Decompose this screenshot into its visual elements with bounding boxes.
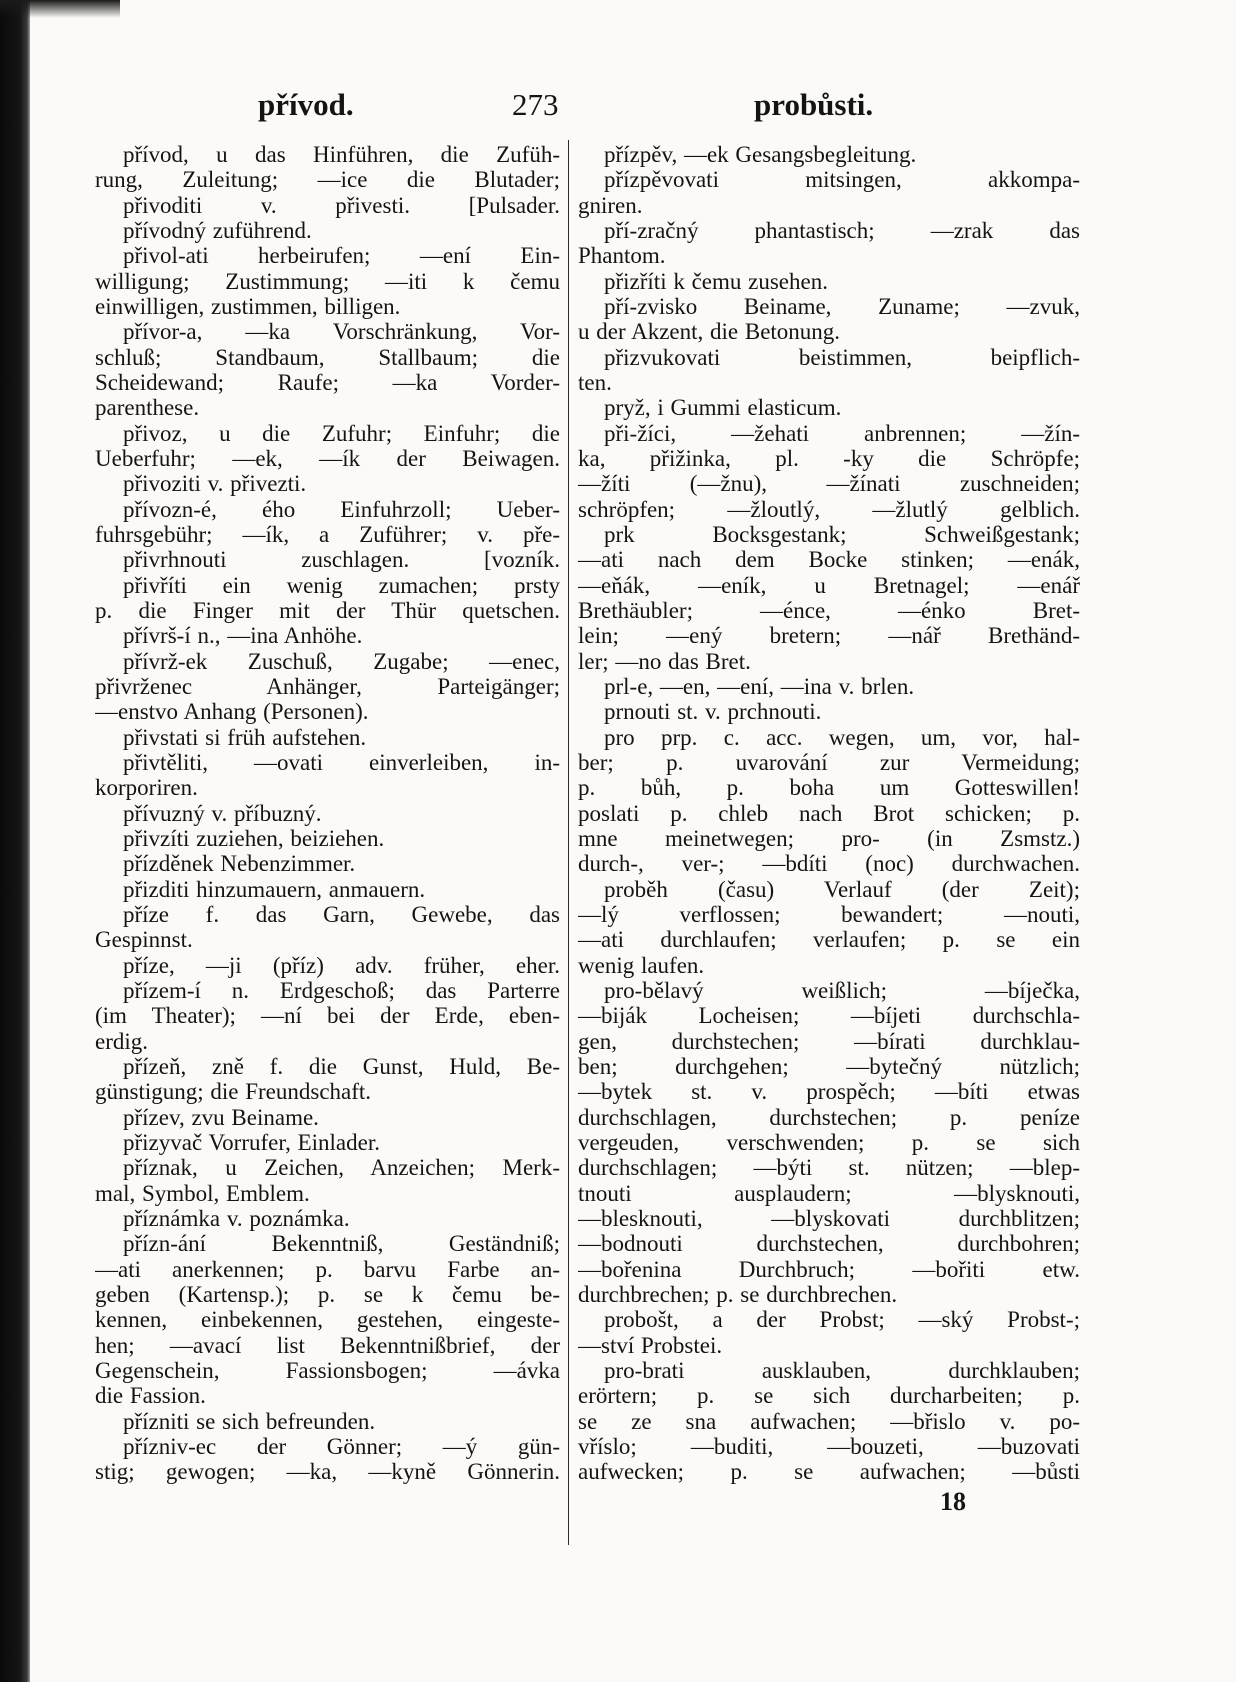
left-column-line: přivstati si früh aufstehen. [123,724,367,750]
left-column-line: přízev, zvu Beiname. [123,1104,319,1130]
right-column-line: pří-zračný phantastisch; —zrak das [604,218,1080,243]
right-column-line: prl-e, —en, —ení, —ina v. brlen. [604,673,915,699]
right-column-line: p. bůh, p. boha um Gotteswillen! [578,775,1080,801]
right-column-line: pro prp. c. acc. wegen, um, vor, hal- [604,724,1080,750]
left-column-line: přívor-a, —ka Vorschränkung, Vor- [123,319,560,345]
right-column-line: mne meinetwegen; pro- (in Zsmstz.) [578,825,1080,851]
right-column-line: durchbrechen; p. se durchbrechen. [578,1281,898,1307]
left-column-line: přívuzný v. příbuzný. [123,800,322,826]
left-column-line: přivrženec Anhänger, Parteigänger; [95,673,560,699]
left-column-line: —enstvo Anhang (Personen). [95,699,369,725]
right-column-line: se ze sna aufwachen; —břislo v. po- [578,1408,1080,1434]
right-column-line: prk Bocksgestank; Schweißgestank; [604,522,1080,547]
left-column-line: přivzíti zuziehen, beiziehen. [123,825,385,851]
right-column-line: ler; —no das Bret. [578,648,751,674]
right-column-line: ten. [578,370,612,395]
left-column-line: přivoz, u die Zufuhr; Einfuhr; die [123,420,560,446]
left-column-line: přivoziti v. přivezti. [123,471,307,497]
left-column-line: přivtěliti, —ovati einverleiben, in- [123,749,560,775]
right-column-line: lein; —ený bretern; —nář Brethänd- [578,623,1080,649]
left-column-line: stig; gewogen; —ka, —kyně Gönnerin. [95,1459,560,1485]
left-column-line: přívod, u das Hinführen, die Zufüh- [123,142,560,167]
right-column-line: durch-, ver-; —bdíti (noc) durchwachen. [578,851,1080,877]
left-column-line: geben (Kartensp.); p. se k čemu be- [95,1281,560,1307]
right-running-head: probůsti. [754,87,874,122]
right-column-line: vergeuden, verschwenden; p. se sich [578,1129,1080,1155]
right-column-line: —ati nach dem Bocke stinken; —enák, [578,547,1080,573]
right-column-line: probošt, a der Probst; —ský Probst-; [604,1307,1080,1333]
right-column-line: —lý verflossen; bewandert; —nouti, [578,901,1080,927]
right-column-line: Phantom. [578,243,666,269]
right-column-line: prnouti st. v. prchnouti. [604,699,822,725]
right-column-line: aufwecken; p. se aufwachen; —bůsti [578,1459,1080,1485]
right-column-line: —eňák, —eník, u Bretnagel; —enář [578,572,1080,598]
left-column-line: příze, —ji (příz) adv. früher, eher. [123,952,560,978]
right-column-line: gen, durchstechen; —bírati durchklau- [578,1028,1080,1054]
left-column-line: přízniv-ec der Gönner; —ý gün- [123,1433,560,1459]
signature-mark: 18 [940,1487,966,1516]
right-column-line: durchschlagen, durchstechen; p. peníze [578,1104,1080,1130]
left-column-line: hen; —avací list Bekenntnißbrief, der [95,1332,560,1358]
left-column-line: erdig. [95,1028,149,1054]
left-column-line: Scheidewand; Raufe; —ka Vorder- [95,370,560,395]
left-column-line: přívrš-í n., —ina Anhöhe. [123,623,363,649]
right-column-line: —ati durchlaufen; verlaufen; p. se ein [578,927,1080,953]
left-column-line: příznámka v. poznámka. [123,1205,350,1231]
right-column-line: —biják Locheisen; —bíjeti durchschla- [578,1003,1080,1029]
left-column-line: přizditi hinzumauern, anmauern. [123,876,426,902]
left-column-line: přízem-í n. Erdgeschoß; das Parterre [123,977,560,1003]
right-column-line: pro-bělavý weißlich; —bíječka, [604,977,1080,1003]
page-number: 273 [512,87,559,122]
left-column-line: příze f. das Garn, Gewebe, das [123,901,560,927]
left-column-line: Gespinnst. [95,927,193,953]
left-column-line: die Fassion. [95,1383,206,1409]
left-running-head: přívod. [258,87,354,122]
left-column-line: rung, Zuleitung; —ice die Blutader; [95,167,560,193]
left-column-line: schluß; Standbaum, Stallbaum; die [95,344,560,370]
left-column-line: p. die Finger mit der Thür quetschen. [95,597,560,623]
right-column-line: ber; p. uvarování zur Vermeidung; [578,749,1080,775]
right-column-line: přízpěvovati mitsingen, akkompa- [604,167,1080,193]
left-column-line: Gegenschein, Fassionsbogen; —ávka [95,1357,560,1383]
right-column-line: —blesknouti, —blyskovati durchblitzen; [578,1205,1080,1231]
left-column-line: Ueberfuhr; —ek, —ík der Beiwagen. [95,446,560,471]
right-column-line: —ství Probstei. [578,1332,723,1358]
right-column-line: přízpěv, —ek Gesangsbegleitung. [604,142,917,167]
right-column-line: erörtern; p. se sich durcharbeiten; p. [578,1383,1080,1409]
left-column-line: přízn-ání Bekenntniß, Geständniß; [123,1231,560,1257]
right-column-line: wenig laufen. [578,952,705,978]
left-column-line: přízeň, zně f. die Gunst, Huld, Be- [123,1053,560,1079]
left-column-line: (im Theater); —ní bei der Erde, eben- [95,1003,560,1029]
right-column-line: přizříti k čemu zusehen. [604,268,828,294]
right-column-line: ben; durchgehen; —bytečný nützlich; [578,1053,1080,1079]
right-column-line: poslati p. chleb nach Brot schicken; p. [578,800,1080,826]
left-column-line: přivrhnouti zuschlagen. [vozník. [123,547,560,573]
right-column-line: durchschlagen; —býti st. nützen; —blep- [578,1155,1080,1181]
right-column-line: vříslo; —buditi, —bouzeti, —buzovati [578,1433,1080,1459]
left-column-line: přizyvač Vorrufer, Einlader. [123,1129,380,1155]
right-column-line: u der Akzent, die Betonung. [578,319,841,345]
left-column-line: mal, Symbol, Emblem. [95,1180,310,1206]
right-column-line: —žíti (—žnu), —žínati zuschneiden; [578,471,1080,497]
column-divider [568,140,569,1545]
right-column-line: Brethäubler; —énce, —énko Bret- [578,597,1080,623]
left-column-line: günstigung; die Freundschaft. [95,1079,372,1105]
left-column-line: einwilligen, zustimmen, billigen. [95,294,401,319]
left-column-line: přízniti se sich befreunden. [123,1408,376,1434]
left-column-line: přízděnek Nebenzimmer. [123,851,356,877]
right-column-line: gniren. [578,192,643,218]
right-column-line: tnouti ausplaudern; —blysknouti, [578,1180,1080,1206]
left-column-line: přivoditi v. přivesti. [Pulsader. [123,192,560,218]
left-column-line: kennen, einbekennen, gestehen, eingeste- [95,1307,560,1333]
left-column-line: parenthese. [95,395,200,421]
right-column-line: pryž, i Gummi elasticum. [604,395,842,421]
right-column-line: přizvukovati beistimmen, beipflich- [604,344,1080,370]
left-column-line: přívodný zuführend. [123,218,312,243]
left-column-line: fuhrsgebühr; —ík, a Zuführer; v. pře- [95,522,560,547]
right-column-line: při-žíci, —žehati anbrennen; —žín- [604,420,1080,446]
right-column-line: ka, přižinka, pl. -ky die Schröpfe; [578,446,1080,471]
right-column-line: —bořenina Durchbruch; —bořiti etw. [578,1256,1080,1282]
right-column-line: proběh (času) Verlauf (der Zeit); [604,876,1080,902]
right-column-line: pro-brati ausklauben, durchklauben; [604,1357,1080,1383]
left-column-line: přivříti ein wenig zumachen; prsty [123,572,560,598]
page-corner-shadow [0,0,120,18]
left-column-line: —ati anerkennen; p. barvu Farbe an- [95,1256,560,1282]
book-binding-shadow [0,0,30,1682]
right-column-line: pří-zvisko Beiname, Zuname; —zvuk, [604,294,1080,319]
left-column-line: willigung; Zustimmung; —iti k čemu [95,268,560,294]
right-column-line: schröpfen; —žloutlý, —žlutlý gelblich. [578,496,1080,522]
right-column-line: —bytek st. v. prospěch; —bíti etwas [578,1079,1080,1105]
left-column-line: přívozn-é, ého Einfuhrzoll; Ueber- [123,496,560,522]
left-column-line: přivol-ati herbeirufen; —ení Ein- [123,243,560,269]
right-column-line: —bodnouti durchstechen, durchbohren; [578,1231,1080,1257]
left-column-line: korporiren. [95,775,198,801]
left-column-line: přívrž-ek Zuschuß, Zugabe; —enec, [123,648,560,674]
left-column-line: příznak, u Zeichen, Anzeichen; Merk- [123,1155,560,1181]
